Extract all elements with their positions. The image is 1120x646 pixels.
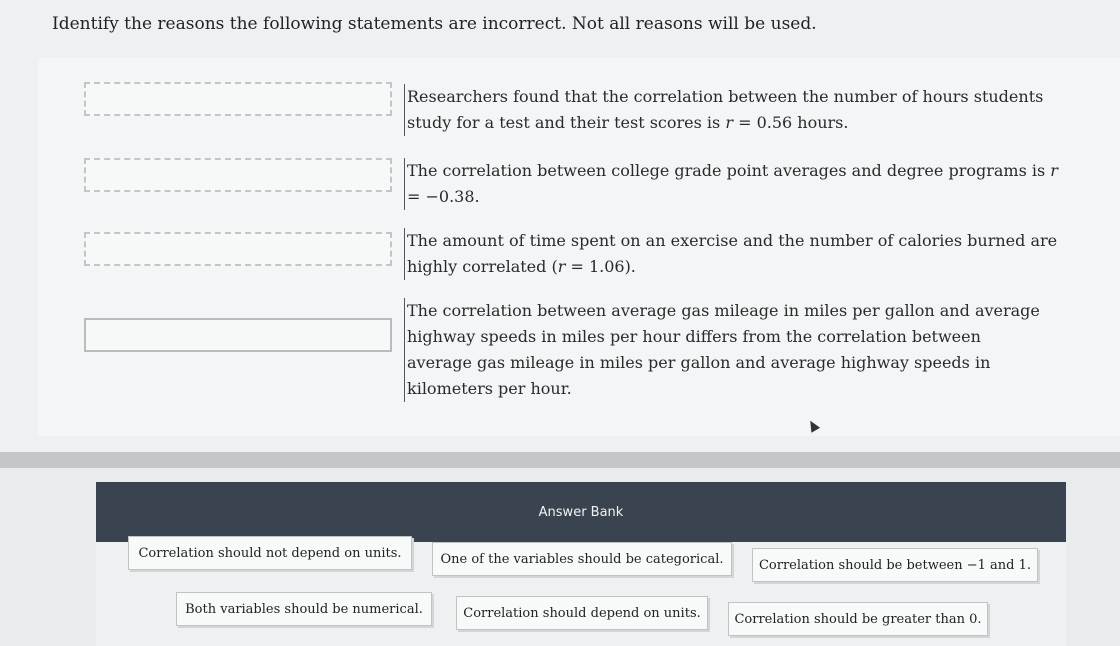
statement-3: [404, 228, 1067, 280]
drop-zone-4[interactable]: [84, 318, 392, 352]
answer-tile-4[interactable]: Both variables should be numerical.: [176, 592, 432, 626]
answer-tile-6[interactable]: Correlation should be greater than 0.: [728, 602, 988, 636]
statement-1-text: Researchers found that the correlation between the number of hours students study for a test and their test scores is: [407, 87, 1044, 132]
answer-tile-2[interactable]: One of the variables should be categorical.: [432, 542, 732, 576]
answer-tile-5[interactable]: Correlation should depend on units.: [456, 596, 708, 630]
statement-2-value: = −0.38.: [407, 187, 480, 206]
statement-2-text: The correlation between college grade point averages and degree programs is: [407, 161, 1051, 180]
drop-zone-2[interactable]: [84, 158, 392, 192]
answer-bank-header: [96, 482, 1066, 542]
statement-1: [404, 84, 1067, 136]
statement-2: [404, 158, 1067, 210]
statement-3-symbol: r: [557, 257, 566, 276]
statement-4: [404, 298, 1047, 402]
statement-2-symbol: r: [1050, 161, 1058, 180]
statement-3-value: = 1.06).: [565, 257, 636, 276]
statement-4-text: The correlation between average gas mileage in miles per gallon and average highway speeds in miles per hour differs from the correlation between average gas mileage in miles per gallon and average highway speeds in kilometers per hour.: [407, 301, 1040, 398]
drop-zone-3[interactable]: [84, 232, 392, 266]
statement-1-value: = 0.56 hours.: [733, 113, 849, 132]
statement-1-symbol: r: [725, 113, 733, 132]
answer-bank-title: Answer Bank: [538, 504, 624, 520]
statement-3-text: The amount of time spent on an exercise and the number of calories burned are highly correlated (: [407, 231, 1058, 276]
answer-tile-3[interactable]: Correlation should be between −1 and 1.: [752, 548, 1038, 582]
answer-tile-1[interactable]: Correlation should not depend on units.: [128, 536, 412, 570]
drop-zone-1[interactable]: [84, 82, 392, 116]
instructions-text: Identify the reasons the following statements are incorrect. Not all reasons will be used.: [52, 14, 817, 34]
